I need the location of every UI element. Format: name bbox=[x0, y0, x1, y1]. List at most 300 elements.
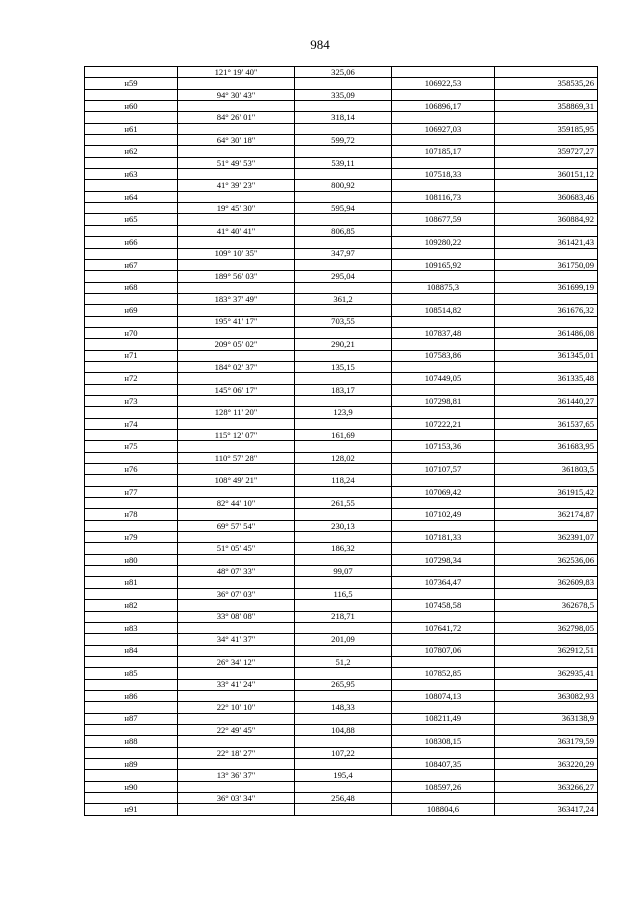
direction-angle-cell bbox=[178, 668, 295, 679]
table-row bbox=[85, 690, 598, 701]
x-coordinate-cell: 108677,59 bbox=[392, 214, 495, 225]
distance-cell: 218,71 bbox=[295, 611, 392, 622]
y-coordinate-cell bbox=[495, 112, 598, 123]
point-name-cell bbox=[85, 157, 178, 168]
x-coordinate-cell: 108407,35 bbox=[392, 758, 495, 769]
x-coordinate-cell bbox=[392, 339, 495, 350]
direction-angle-cell: 108° 49' 21" bbox=[178, 475, 295, 486]
point-name-cell: н67 bbox=[85, 259, 178, 270]
distance-cell bbox=[295, 78, 392, 89]
distance-cell bbox=[295, 690, 392, 701]
table-row bbox=[85, 441, 598, 452]
distance-cell: 806,85 bbox=[295, 225, 392, 236]
direction-angle-cell: 33° 08' 08" bbox=[178, 611, 295, 622]
point-name-cell bbox=[85, 384, 178, 395]
point-name-cell: н70 bbox=[85, 327, 178, 338]
table-row bbox=[85, 203, 598, 214]
direction-angle-cell bbox=[178, 395, 295, 406]
table-row bbox=[85, 668, 598, 679]
x-coordinate-cell bbox=[392, 770, 495, 781]
table-row bbox=[85, 804, 598, 815]
table-row bbox=[85, 384, 598, 395]
distance-cell: 325,06 bbox=[295, 67, 392, 78]
table-row bbox=[85, 316, 598, 327]
point-name-cell bbox=[85, 112, 178, 123]
y-coordinate-cell: 361486,08 bbox=[495, 327, 598, 338]
distance-cell: 128,02 bbox=[295, 452, 392, 463]
distance-cell bbox=[295, 123, 392, 134]
x-coordinate-cell: 107222,21 bbox=[392, 418, 495, 429]
y-coordinate-cell: 362678,5 bbox=[495, 600, 598, 611]
y-coordinate-cell: 363417,24 bbox=[495, 804, 598, 815]
direction-angle-cell bbox=[178, 191, 295, 202]
distance-cell: 261,55 bbox=[295, 498, 392, 509]
table-row bbox=[85, 407, 598, 418]
y-coordinate-cell bbox=[495, 679, 598, 690]
direction-angle-cell bbox=[178, 327, 295, 338]
y-coordinate-cell bbox=[495, 634, 598, 645]
x-coordinate-cell: 107449,05 bbox=[392, 373, 495, 384]
y-coordinate-cell: 361335,48 bbox=[495, 373, 598, 384]
point-name-cell: н87 bbox=[85, 713, 178, 724]
point-name-cell bbox=[85, 271, 178, 282]
distance-cell bbox=[295, 418, 392, 429]
direction-angle-cell bbox=[178, 622, 295, 633]
distance-cell bbox=[295, 395, 392, 406]
point-name-cell: н90 bbox=[85, 781, 178, 792]
x-coordinate-cell bbox=[392, 475, 495, 486]
x-coordinate-cell bbox=[392, 225, 495, 236]
point-name-cell bbox=[85, 634, 178, 645]
distance-cell bbox=[295, 169, 392, 180]
distance-cell bbox=[295, 237, 392, 248]
x-coordinate-cell: 107153,36 bbox=[392, 441, 495, 452]
direction-angle-cell bbox=[178, 645, 295, 656]
distance-cell bbox=[295, 464, 392, 475]
distance-cell: 335,09 bbox=[295, 89, 392, 100]
point-name-cell: н75 bbox=[85, 441, 178, 452]
x-coordinate-cell bbox=[392, 67, 495, 78]
table-row bbox=[85, 101, 598, 112]
distance-cell bbox=[295, 191, 392, 202]
direction-angle-cell: 41° 40' 41" bbox=[178, 225, 295, 236]
point-name-cell: н61 bbox=[85, 123, 178, 134]
direction-angle-cell: 184° 02' 37" bbox=[178, 361, 295, 372]
y-coordinate-cell: 361345,01 bbox=[495, 350, 598, 361]
x-coordinate-cell bbox=[392, 135, 495, 146]
table-row bbox=[85, 112, 598, 123]
point-name-cell bbox=[85, 611, 178, 622]
table-row bbox=[85, 123, 598, 134]
point-name-cell: н69 bbox=[85, 305, 178, 316]
point-name-cell: н63 bbox=[85, 169, 178, 180]
table-row bbox=[85, 464, 598, 475]
distance-cell bbox=[295, 668, 392, 679]
y-coordinate-cell bbox=[495, 293, 598, 304]
distance-cell bbox=[295, 622, 392, 633]
table-row bbox=[85, 577, 598, 588]
x-coordinate-cell bbox=[392, 157, 495, 168]
y-coordinate-cell: 360683,46 bbox=[495, 191, 598, 202]
x-coordinate-cell: 107069,42 bbox=[392, 486, 495, 497]
table-row bbox=[85, 793, 598, 804]
direction-angle-cell: 48° 07' 33" bbox=[178, 566, 295, 577]
distance-cell: 361,2 bbox=[295, 293, 392, 304]
y-coordinate-cell: 362174,87 bbox=[495, 509, 598, 520]
y-coordinate-cell: 361440,27 bbox=[495, 395, 598, 406]
x-coordinate-cell: 107807,06 bbox=[392, 645, 495, 656]
distance-cell: 347,97 bbox=[295, 248, 392, 259]
x-coordinate-cell bbox=[392, 112, 495, 123]
point-name-cell: н91 bbox=[85, 804, 178, 815]
table-row bbox=[85, 634, 598, 645]
x-coordinate-cell bbox=[392, 656, 495, 667]
table-row bbox=[85, 78, 598, 89]
table-row bbox=[85, 191, 598, 202]
x-coordinate-cell bbox=[392, 702, 495, 713]
x-coordinate-cell bbox=[392, 498, 495, 509]
direction-angle-cell bbox=[178, 758, 295, 769]
x-coordinate-cell: 107102,49 bbox=[392, 509, 495, 520]
x-coordinate-cell bbox=[392, 634, 495, 645]
point-name-cell: н79 bbox=[85, 532, 178, 543]
x-coordinate-cell: 107583,86 bbox=[392, 350, 495, 361]
point-name-cell bbox=[85, 452, 178, 463]
table-row bbox=[85, 293, 598, 304]
x-coordinate-cell: 108597,26 bbox=[392, 781, 495, 792]
direction-angle-cell: 189° 56' 03" bbox=[178, 271, 295, 282]
x-coordinate-cell: 108308,15 bbox=[392, 736, 495, 747]
point-name-cell: н73 bbox=[85, 395, 178, 406]
x-coordinate-cell: 108116,73 bbox=[392, 191, 495, 202]
point-name-cell: н83 bbox=[85, 622, 178, 633]
x-coordinate-cell: 108211,49 bbox=[392, 713, 495, 724]
y-coordinate-cell bbox=[495, 361, 598, 372]
table-row bbox=[85, 339, 598, 350]
x-coordinate-cell: 107852,85 bbox=[392, 668, 495, 679]
x-coordinate-cell bbox=[392, 293, 495, 304]
direction-angle-cell bbox=[178, 123, 295, 134]
direction-angle-cell: 128° 11' 20" bbox=[178, 407, 295, 418]
direction-angle-cell: 13° 36' 37" bbox=[178, 770, 295, 781]
point-name-cell: н64 bbox=[85, 191, 178, 202]
table-row bbox=[85, 724, 598, 735]
x-coordinate-cell: 107364,47 bbox=[392, 577, 495, 588]
direction-angle-cell: 33° 41' 24" bbox=[178, 679, 295, 690]
direction-angle-cell bbox=[178, 282, 295, 293]
x-coordinate-cell bbox=[392, 89, 495, 100]
direction-angle-cell: 22° 10' 10" bbox=[178, 702, 295, 713]
direction-angle-cell bbox=[178, 713, 295, 724]
y-coordinate-cell: 363266,27 bbox=[495, 781, 598, 792]
distance-cell bbox=[295, 577, 392, 588]
point-name-cell bbox=[85, 770, 178, 781]
direction-angle-cell bbox=[178, 441, 295, 452]
table-row bbox=[85, 135, 598, 146]
table-row bbox=[85, 475, 598, 486]
x-coordinate-cell: 106922,53 bbox=[392, 78, 495, 89]
point-name-cell bbox=[85, 407, 178, 418]
direction-angle-cell: 41° 39' 23" bbox=[178, 180, 295, 191]
distance-cell: 595,94 bbox=[295, 203, 392, 214]
point-name-cell: н88 bbox=[85, 736, 178, 747]
point-name-cell bbox=[85, 588, 178, 599]
x-coordinate-cell bbox=[392, 407, 495, 418]
direction-angle-cell bbox=[178, 169, 295, 180]
point-name-cell: н60 bbox=[85, 101, 178, 112]
x-coordinate-cell: 108804,6 bbox=[392, 804, 495, 815]
point-name-cell: н77 bbox=[85, 486, 178, 497]
point-name-cell: н80 bbox=[85, 554, 178, 565]
x-coordinate-cell bbox=[392, 180, 495, 191]
y-coordinate-cell: 358869,31 bbox=[495, 101, 598, 112]
distance-cell: 107,22 bbox=[295, 747, 392, 758]
x-coordinate-cell bbox=[392, 316, 495, 327]
y-coordinate-cell: 363220,29 bbox=[495, 758, 598, 769]
y-coordinate-cell: 360884,92 bbox=[495, 214, 598, 225]
table-row bbox=[85, 747, 598, 758]
x-coordinate-cell bbox=[392, 384, 495, 395]
table-row bbox=[85, 259, 598, 270]
direction-angle-cell bbox=[178, 418, 295, 429]
direction-angle-cell bbox=[178, 305, 295, 316]
distance-cell bbox=[295, 554, 392, 565]
distance-cell: 800,92 bbox=[295, 180, 392, 191]
distance-cell: 265,95 bbox=[295, 679, 392, 690]
y-coordinate-cell: 362391,07 bbox=[495, 532, 598, 543]
table-row bbox=[85, 418, 598, 429]
table-row bbox=[85, 736, 598, 747]
table-row bbox=[85, 532, 598, 543]
point-name-cell: н72 bbox=[85, 373, 178, 384]
table-row bbox=[85, 600, 598, 611]
point-name-cell bbox=[85, 135, 178, 146]
direction-angle-cell bbox=[178, 259, 295, 270]
direction-angle-cell: 115° 12' 07" bbox=[178, 430, 295, 441]
point-name-cell bbox=[85, 543, 178, 554]
x-coordinate-cell: 108514,82 bbox=[392, 305, 495, 316]
point-name-cell bbox=[85, 293, 178, 304]
table-row bbox=[85, 509, 598, 520]
table-row bbox=[85, 361, 598, 372]
distance-cell bbox=[295, 713, 392, 724]
direction-angle-cell: 145° 06' 17" bbox=[178, 384, 295, 395]
table-row bbox=[85, 146, 598, 157]
table-row bbox=[85, 781, 598, 792]
y-coordinate-cell: 361683,95 bbox=[495, 441, 598, 452]
distance-cell bbox=[295, 532, 392, 543]
table-row bbox=[85, 89, 598, 100]
x-coordinate-cell bbox=[392, 203, 495, 214]
y-coordinate-cell bbox=[495, 793, 598, 804]
table-row bbox=[85, 214, 598, 225]
y-coordinate-cell: 363138,9 bbox=[495, 713, 598, 724]
point-name-cell bbox=[85, 180, 178, 191]
table-row bbox=[85, 543, 598, 554]
direction-angle-cell bbox=[178, 237, 295, 248]
x-coordinate-cell: 109280,22 bbox=[392, 237, 495, 248]
y-coordinate-cell bbox=[495, 498, 598, 509]
direction-angle-cell bbox=[178, 214, 295, 225]
y-coordinate-cell bbox=[495, 271, 598, 282]
y-coordinate-cell: 358535,26 bbox=[495, 78, 598, 89]
x-coordinate-cell bbox=[392, 679, 495, 690]
point-name-cell: н71 bbox=[85, 350, 178, 361]
distance-cell: 135,15 bbox=[295, 361, 392, 372]
y-coordinate-cell bbox=[495, 135, 598, 146]
table-row bbox=[85, 566, 598, 577]
table-row bbox=[85, 157, 598, 168]
distance-cell bbox=[295, 327, 392, 338]
point-name-cell bbox=[85, 203, 178, 214]
distance-cell bbox=[295, 645, 392, 656]
direction-angle-cell: 110° 57' 28" bbox=[178, 452, 295, 463]
direction-angle-cell bbox=[178, 373, 295, 384]
point-name-cell: н84 bbox=[85, 645, 178, 656]
direction-angle-cell: 22° 18' 27" bbox=[178, 747, 295, 758]
x-coordinate-cell bbox=[392, 588, 495, 599]
direction-angle-cell bbox=[178, 600, 295, 611]
table-row bbox=[85, 645, 598, 656]
table-row bbox=[85, 373, 598, 384]
direction-angle-cell bbox=[178, 78, 295, 89]
direction-angle-cell: 69° 57' 54" bbox=[178, 520, 295, 531]
y-coordinate-cell: 361915,42 bbox=[495, 486, 598, 497]
direction-angle-cell bbox=[178, 350, 295, 361]
direction-angle-cell: 64° 30' 18" bbox=[178, 135, 295, 146]
y-coordinate-cell bbox=[495, 203, 598, 214]
distance-cell bbox=[295, 146, 392, 157]
table-row bbox=[85, 271, 598, 282]
y-coordinate-cell bbox=[495, 702, 598, 713]
x-coordinate-cell: 107298,34 bbox=[392, 554, 495, 565]
distance-cell: 230,13 bbox=[295, 520, 392, 531]
direction-angle-cell bbox=[178, 554, 295, 565]
distance-cell bbox=[295, 486, 392, 497]
table-row bbox=[85, 520, 598, 531]
direction-angle-cell: 51° 05' 45" bbox=[178, 543, 295, 554]
point-name-cell: н68 bbox=[85, 282, 178, 293]
distance-cell bbox=[295, 600, 392, 611]
distance-cell: 116,5 bbox=[295, 588, 392, 599]
point-name-cell: н86 bbox=[85, 690, 178, 701]
distance-cell: 318,14 bbox=[295, 112, 392, 123]
point-name-cell bbox=[85, 248, 178, 259]
direction-angle-cell: 121° 19' 40" bbox=[178, 67, 295, 78]
distance-cell: 51,2 bbox=[295, 656, 392, 667]
direction-angle-cell: 183° 37' 49" bbox=[178, 293, 295, 304]
point-name-cell: н65 bbox=[85, 214, 178, 225]
point-name-cell bbox=[85, 67, 178, 78]
distance-cell: 118,24 bbox=[295, 475, 392, 486]
table-row bbox=[85, 225, 598, 236]
point-name-cell: н78 bbox=[85, 509, 178, 520]
x-coordinate-cell bbox=[392, 361, 495, 372]
point-name-cell bbox=[85, 520, 178, 531]
x-coordinate-cell: 108875,3 bbox=[392, 282, 495, 293]
y-coordinate-cell bbox=[495, 724, 598, 735]
direction-angle-cell: 19° 45' 30" bbox=[178, 203, 295, 214]
table-row bbox=[85, 305, 598, 316]
distance-cell: 148,33 bbox=[295, 702, 392, 713]
y-coordinate-cell bbox=[495, 67, 598, 78]
x-coordinate-cell: 107298,81 bbox=[392, 395, 495, 406]
point-name-cell bbox=[85, 430, 178, 441]
direction-angle-cell: 36° 07' 03" bbox=[178, 588, 295, 599]
direction-angle-cell: 82° 44' 10" bbox=[178, 498, 295, 509]
distance-cell: 539,11 bbox=[295, 157, 392, 168]
distance-cell: 99,07 bbox=[295, 566, 392, 577]
y-coordinate-cell bbox=[495, 339, 598, 350]
distance-cell: 295,04 bbox=[295, 271, 392, 282]
point-name-cell: н85 bbox=[85, 668, 178, 679]
y-coordinate-cell bbox=[495, 566, 598, 577]
y-coordinate-cell bbox=[495, 248, 598, 259]
x-coordinate-cell: 107458,58 bbox=[392, 600, 495, 611]
x-coordinate-cell bbox=[392, 566, 495, 577]
table-row bbox=[85, 588, 598, 599]
y-coordinate-cell bbox=[495, 384, 598, 395]
distance-cell bbox=[295, 350, 392, 361]
table-row bbox=[85, 702, 598, 713]
x-coordinate-cell: 107181,33 bbox=[392, 532, 495, 543]
direction-angle-cell: 94° 30' 43" bbox=[178, 89, 295, 100]
table-row bbox=[85, 758, 598, 769]
x-coordinate-cell: 106927,03 bbox=[392, 123, 495, 134]
table-row bbox=[85, 282, 598, 293]
table-row bbox=[85, 452, 598, 463]
distance-cell bbox=[295, 373, 392, 384]
point-name-cell bbox=[85, 225, 178, 236]
direction-angle-cell bbox=[178, 146, 295, 157]
point-name-cell: н66 bbox=[85, 237, 178, 248]
point-name-cell: н89 bbox=[85, 758, 178, 769]
direction-angle-cell bbox=[178, 509, 295, 520]
point-name-cell bbox=[85, 679, 178, 690]
x-coordinate-cell: 107837,48 bbox=[392, 327, 495, 338]
y-coordinate-cell: 361676,32 bbox=[495, 305, 598, 316]
point-name-cell: н81 bbox=[85, 577, 178, 588]
y-coordinate-cell: 362935,41 bbox=[495, 668, 598, 679]
y-coordinate-cell: 361421,43 bbox=[495, 237, 598, 248]
distance-cell bbox=[295, 101, 392, 112]
x-coordinate-cell: 107185,17 bbox=[392, 146, 495, 157]
direction-angle-cell: 22° 49' 45" bbox=[178, 724, 295, 735]
distance-cell bbox=[295, 259, 392, 270]
point-name-cell bbox=[85, 498, 178, 509]
y-coordinate-cell bbox=[495, 180, 598, 191]
x-coordinate-cell bbox=[392, 724, 495, 735]
point-name-cell bbox=[85, 656, 178, 667]
y-coordinate-cell: 360151,12 bbox=[495, 169, 598, 180]
direction-angle-cell bbox=[178, 486, 295, 497]
x-coordinate-cell bbox=[392, 543, 495, 554]
y-coordinate-cell: 363179,59 bbox=[495, 736, 598, 747]
y-coordinate-cell bbox=[495, 407, 598, 418]
x-coordinate-cell bbox=[392, 452, 495, 463]
x-coordinate-cell: 107107,57 bbox=[392, 464, 495, 475]
y-coordinate-cell bbox=[495, 747, 598, 758]
table-row bbox=[85, 554, 598, 565]
distance-cell: 186,32 bbox=[295, 543, 392, 554]
y-coordinate-cell bbox=[495, 316, 598, 327]
point-name-cell bbox=[85, 316, 178, 327]
distance-cell bbox=[295, 282, 392, 293]
x-coordinate-cell: 107518,33 bbox=[392, 169, 495, 180]
point-name-cell: н59 bbox=[85, 78, 178, 89]
point-name-cell: н76 bbox=[85, 464, 178, 475]
direction-angle-cell: 209° 05' 02" bbox=[178, 339, 295, 350]
